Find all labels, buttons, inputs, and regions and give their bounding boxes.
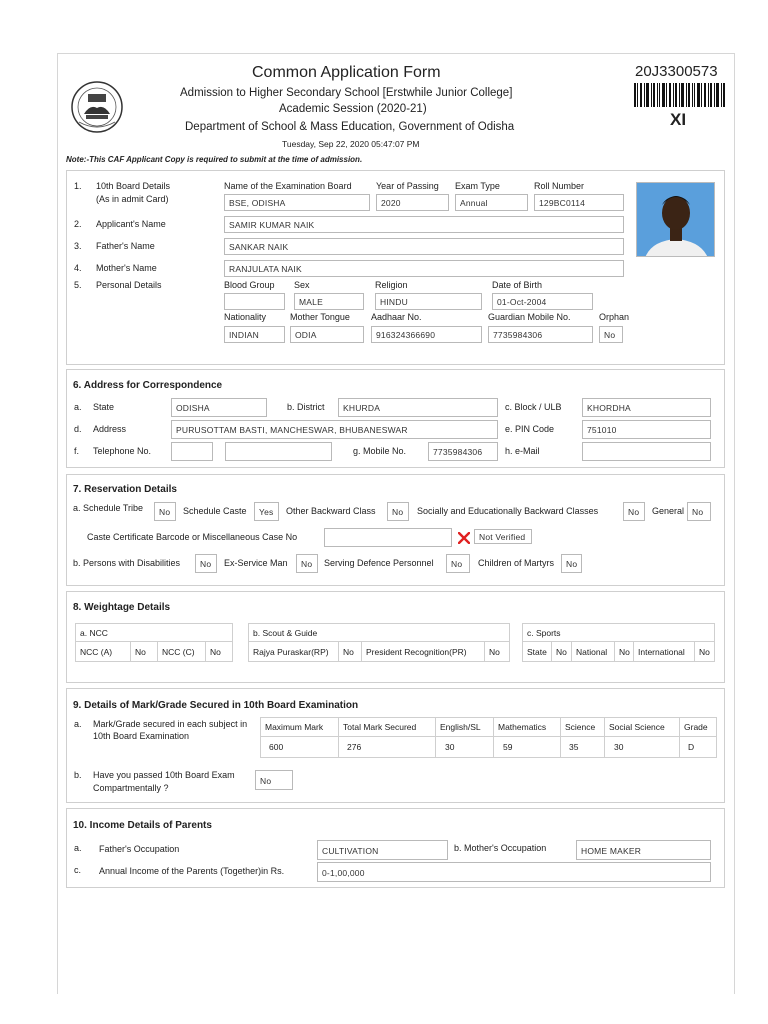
district-field[interactable]: KHURDA [338,398,498,417]
reservation-section-title: 7. Reservation Details [73,484,177,495]
applicant-photo [636,182,715,257]
row-number: 1. [74,181,82,191]
marks-header-science: Science [560,717,605,737]
row-number: 5. [74,280,82,290]
marks-label-line1: Mark/Grade secured in each subject in [93,719,248,729]
exam-type-label: Exam Type [455,181,500,191]
mother-tongue-label: Mother Tongue [290,312,350,322]
compartmental-label-line1: Have you passed 10th Board Exam [93,770,235,780]
guardian-mobile-label: Guardian Mobile No. [488,312,571,322]
class-label: XI [670,110,687,129]
marks-header-math: Mathematics [493,717,561,737]
obc-label: Other Backward Class [286,506,376,516]
blood-group-field[interactable] [224,293,285,310]
telephone-label: Telephone No. [93,446,152,456]
state-label: State [93,402,115,412]
ncc-a-value: No [130,641,158,662]
father-name-field[interactable]: SANKAR NAIK [224,238,624,255]
sex-label: Sex [294,280,310,290]
form-subtitle-2: Academic Session (2020-21) [279,103,427,115]
marks-value-max: 600 [260,736,339,758]
rajya-puraskar-label: Rajya Puraskar(RP) [248,641,339,662]
row-number: 4. [74,263,82,273]
orphan-label: Orphan [599,312,630,322]
income-label: Annual Income of the Parents (Together)in Rs. [99,866,285,876]
telephone-number-field[interactable] [225,442,332,461]
odisha-emblem-logo [70,80,124,134]
marks-value-total: 276 [338,736,436,758]
weightage-section-title: 8. Weightage Details [73,602,171,613]
address-section-title: 6. Address for Correspondence [73,380,223,391]
ncc-a-label: NCC (A) [75,641,131,662]
row-letter: d. [74,424,82,434]
marks-value-math: 59 [493,736,561,758]
defence-personnel-label: Serving Defence Personnel [324,558,434,568]
ncc-c-label: NCC (C) [157,641,206,662]
income-field[interactable]: 0-1,00,000 [317,862,711,882]
religion-label: Religion [375,280,408,290]
district-label: b. District [287,402,325,412]
father-name-label: Father's Name [96,241,155,251]
religion-field[interactable]: HINDU [375,293,482,310]
row-letter: a. [74,843,82,853]
exam-board-label: Name of the Examination Board [224,181,352,191]
ex-serviceman-field[interactable]: No [296,554,318,573]
sports-state-value: No [551,641,572,662]
email-label: h. e-Mail [505,446,540,456]
cross-icon [458,531,470,543]
form-subtitle-3: Department of School & Mass Education, Government of Odisha [185,121,515,133]
defence-personnel-field[interactable]: No [446,554,470,573]
ncc-c-value: No [205,641,233,662]
disabilities-field[interactable]: No [195,554,217,573]
pin-field[interactable]: 751010 [582,420,711,439]
marks-label-line2: 10th Board Examination [93,731,190,741]
marks-header-max: Maximum Mark [260,717,339,737]
personal-details-label: Personal Details [96,280,162,290]
marks-value-grade: D [679,736,717,758]
mother-occupation-field[interactable]: HOME MAKER [576,840,711,860]
mobile-label: g. Mobile No. [353,446,407,456]
sports-state-label: State [522,641,552,662]
address-field[interactable]: PURUSOTTAM BASTI, MANCHESWAR, BHUBANESWAR [171,420,498,439]
address-label: Address [93,424,127,434]
roll-label: Roll Number [534,181,585,191]
martyrs-field[interactable]: No [561,554,582,573]
dob-label: Date of Birth [492,280,543,290]
applicant-name-field[interactable]: SAMIR KUMAR NAIK [224,216,624,233]
exam-type-field[interactable]: Annual [455,194,528,211]
block-field[interactable]: KHORDHA [582,398,711,417]
blood-group-label: Blood Group [224,280,275,290]
marks-header-grade: Grade [679,717,717,737]
marks-value-science: 35 [560,736,605,758]
scout-header: b. Scout & Guide [248,623,510,642]
caste-certificate-field[interactable] [324,528,452,547]
admission-note: Note:-This CAF Applicant Copy is required to submit at the time of admission. [66,155,363,164]
exam-board-field[interactable]: BSE, ODISHA [224,194,370,211]
mobile-field[interactable]: 7735984306 [428,442,498,461]
schedule-tribe-label: a. Schedule Tribe [73,503,144,513]
form-subtitle-1: Admission to Higher Secondary School [Erstwhile Junior College] [180,87,513,99]
general-label: General [652,506,685,516]
row-letter: a. [74,719,82,729]
applicant-name-label: Applicant's Name [96,219,166,229]
application-number: 20J3300573 [635,63,718,80]
guardian-mobile-field[interactable]: 7735984306 [488,326,593,343]
telephone-std-field[interactable] [171,442,213,461]
ex-serviceman-label: Ex-Service Man [224,558,288,568]
mother-occupation-label: b. Mother's Occupation [454,843,547,853]
nationality-label: Nationality [224,312,267,322]
sports-international-label: International [633,641,695,662]
marks-header-english: English/SL [435,717,494,737]
sports-national-label: National [571,641,615,662]
father-occupation-field[interactable]: CULTIVATION [317,840,448,860]
marks-header-total: Total Mark Secured [338,717,436,737]
aadhaar-field[interactable]: 916324366690 [371,326,482,343]
disabilities-label: b. Persons with Disabilities [73,558,181,568]
sports-international-value: No [694,641,715,662]
marks-value-english: 30 [435,736,494,758]
year-label: Year of Passing [376,181,439,191]
row-letter: c. [74,865,82,875]
sebc-label: Socially and Educationally Backward Classes [417,506,599,516]
orphan-field[interactable]: No [599,326,623,343]
marks-section-title: 9. Details of Mark/Grade Secured in 10th Board Examination [73,700,359,711]
row-letter: a. [74,402,82,412]
president-recognition-label: President Recognition(PR) [361,641,485,662]
martyrs-label: Children of Martyrs [478,558,555,568]
pin-label: e. PIN Code [505,424,555,434]
board-details-label: 10th Board Details [96,181,171,191]
president-recognition-value: No [484,641,510,662]
mother-name-label: Mother's Name [96,263,157,273]
block-label: c. Block / ULB [505,402,562,412]
schedule-caste-field[interactable]: Yes [254,502,279,521]
form-timestamp: Tuesday, Sep 22, 2020 05:47:07 PM [282,139,420,149]
ncc-header: a. NCC [75,623,233,642]
row-number: 3. [74,241,82,251]
compartmental-label-line2: Compartmentally ? [93,783,169,793]
obc-field[interactable]: No [387,502,409,521]
row-number: 2. [74,219,82,229]
sex-field[interactable]: MALE [294,293,364,310]
sebc-field[interactable]: No [623,502,645,521]
nationality-field[interactable]: INDIAN [224,326,285,343]
caste-certificate-label: Caste Certificate Barcode or Miscellaneous Case No [87,532,298,542]
schedule-caste-label: Schedule Caste [183,506,247,516]
email-field[interactable] [582,442,711,461]
aadhaar-label: Aadhaar No. [371,312,422,322]
rajya-puraskar-value: No [338,641,362,662]
state-field[interactable]: ODISHA [171,398,267,417]
mother-tongue-field[interactable]: ODIA [290,326,364,343]
admit-card-note: (As in admit Card) [96,194,169,204]
row-letter: b. [74,770,82,780]
compartmental-field[interactable]: No [255,770,293,790]
marks-value-social: 30 [604,736,680,758]
dob-field[interactable]: 01-Oct-2004 [492,293,593,310]
father-occupation-label: Father's Occupation [99,844,180,854]
roll-field[interactable]: 129BC0114 [534,194,624,211]
barcode [634,83,726,107]
income-section-title: 10. Income Details of Parents [73,820,212,831]
sports-header: c. Sports [522,623,715,642]
general-field[interactable]: No [687,502,711,521]
form-title: Common Application Form [252,64,441,81]
sports-national-value: No [614,641,634,662]
year-field[interactable]: 2020 [376,194,449,211]
verification-status-badge: Not Verified [474,529,532,544]
schedule-tribe-field[interactable]: No [154,502,176,521]
marks-header-social: Social Science [604,717,680,737]
mother-name-field[interactable]: RANJULATA NAIK [224,260,624,277]
row-letter: f. [74,446,80,456]
